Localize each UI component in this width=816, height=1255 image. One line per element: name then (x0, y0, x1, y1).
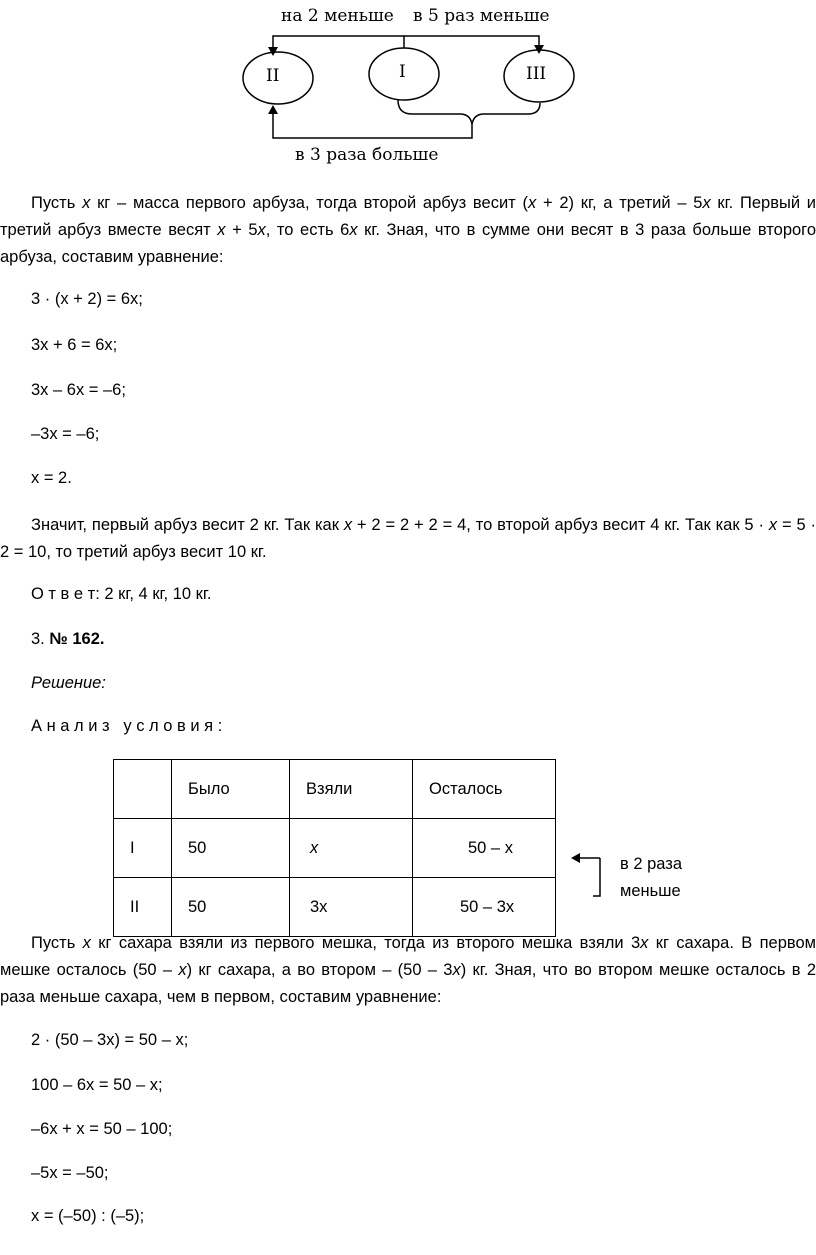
answer-line: О т в е т: 2 кг, 4 кг, 10 кг. (31, 585, 212, 603)
problem-heading: 3. № 162. (31, 630, 105, 648)
equation-1-3: 3x – 6x = –6; (31, 381, 126, 399)
equation-1-5: x = 2. (31, 469, 72, 487)
table-cell: 50 – x (413, 819, 556, 878)
table-cell: x (290, 819, 413, 878)
equation-2-1: 2 · (50 – 3x) = 50 – x; (31, 1031, 189, 1049)
label-three-times-more: в 3 раза больше (295, 145, 439, 165)
side-bracket-arrow (565, 848, 625, 908)
arrow-three-times-more (273, 112, 472, 138)
analysis-label: А н а л и з у с л о в и я : (31, 717, 223, 735)
brace-bottom (398, 100, 540, 124)
table-cell: II (114, 878, 172, 937)
analysis-table (113, 759, 556, 937)
equation-2-3: –6x + x = 50 – 100; (31, 1120, 173, 1138)
arrow-less-by-2 (273, 36, 404, 50)
arrowhead-three-times-more (268, 105, 278, 114)
table-header-row (114, 760, 556, 819)
node-label-I: I (399, 62, 406, 82)
side-note-line1: в 2 раза (620, 855, 683, 873)
node-label-II: II (266, 66, 280, 86)
equation-1-2: 3x + 6 = 6x; (31, 336, 118, 354)
table-header-cell (114, 760, 172, 819)
equation-2-2: 100 – 6x = 50 – x; (31, 1076, 163, 1094)
paragraph-watermelon-conclusion: Значит, первый арбуз весит 2 кг. Так как x + 2 = 2 + 2 = 4, то второй арбуз весит 4 кг. Так как 5 · x = 5 · 2 = 10, то третий арбуз весит 10 кг. (0, 516, 816, 561)
table-cell: 50 – 3x (413, 878, 556, 937)
side-note-line2: меньше (620, 882, 681, 900)
equation-2-5: x = (–50) : (–5); (31, 1207, 145, 1225)
table-header-cell: Взяли (290, 760, 413, 819)
table-row (114, 878, 556, 937)
label-five-times-less: в 5 раз меньше (413, 6, 550, 26)
label-less-by-2: на 2 меньше (281, 6, 394, 26)
paragraph-sugar-setup: Пусть x кг сахара взяли из первого мешка, тогда из второго мешка взяли 3x кг сахара. В первом мешке осталось (50 – x) кг сахара, а во втором – (50 – 3x) кг. Зная, что во втором мешке осталось в 2 раза меньше сахара, чем в первом, составим уравнение: (0, 934, 816, 1006)
table-cell: 3x (290, 878, 413, 937)
paragraph-watermelon-setup: Пусть x кг – масса первого арбуза, тогда второй арбуз весит (x + 2) кг, а третий – 5x кг. Первый и третий арбуз вместе весят x + 5x, то есть 6x кг. Зная, что в сумме они весят в 3 раза больше второго арбуза, составим уравнение: (0, 194, 816, 266)
table-cell: 50 (172, 819, 290, 878)
table-cell: I (114, 819, 172, 878)
arrow-five-times-less (404, 36, 539, 48)
equation-2-4: –5x = –50; (31, 1164, 109, 1182)
table-cell: 50 (172, 878, 290, 937)
table-header-cell: Было (172, 760, 290, 819)
table-header-cell: Осталось (413, 760, 556, 819)
table-row (114, 819, 556, 878)
node-label-III: III (526, 64, 547, 84)
solution-label: Решение: (31, 674, 106, 692)
equation-1-4: –3x = –6; (31, 425, 100, 443)
equation-1-1: 3 · (x + 2) = 6x; (31, 290, 143, 308)
